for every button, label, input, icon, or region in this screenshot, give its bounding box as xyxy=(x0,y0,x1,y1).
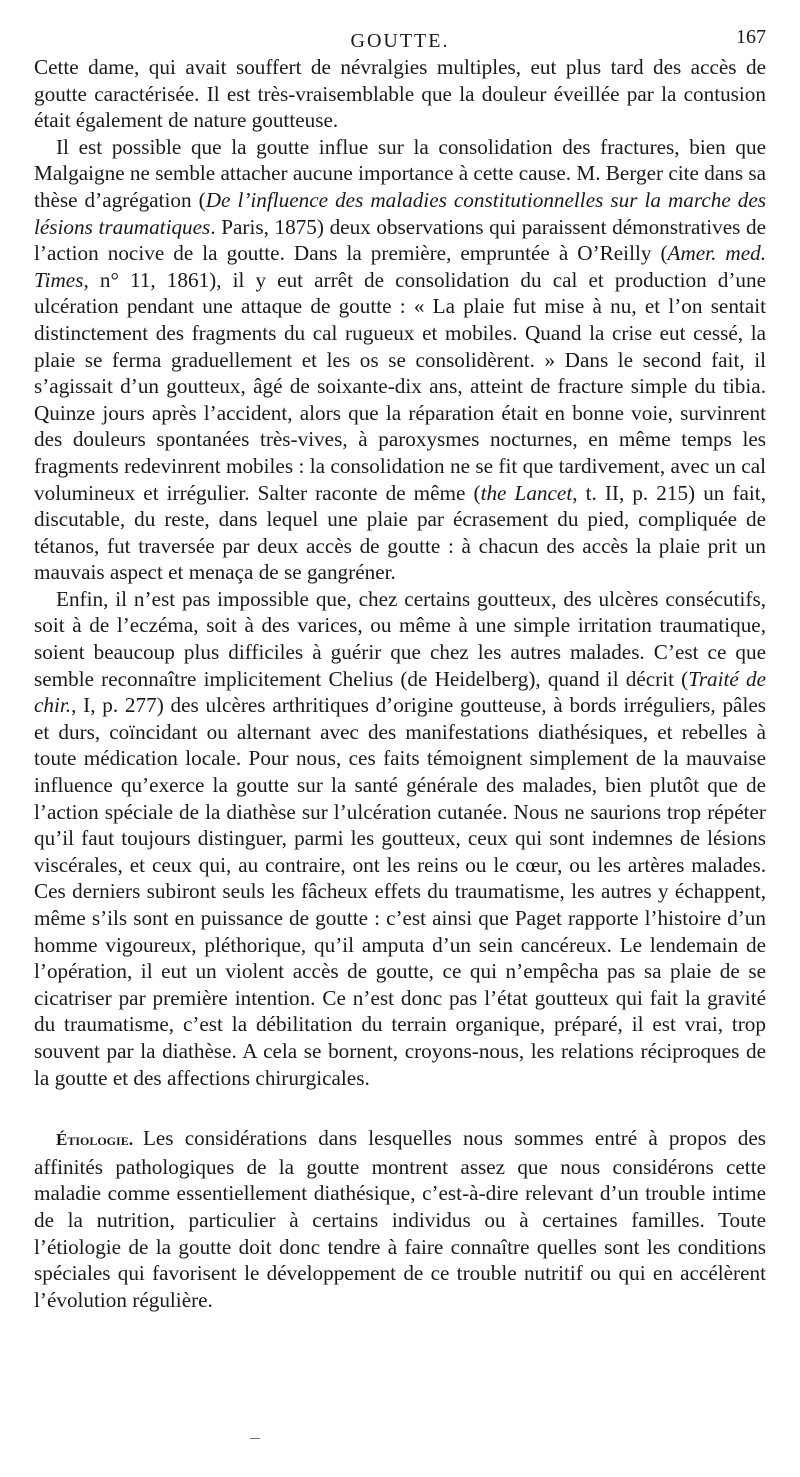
paragraph-2-text-a: Il est possible que la goutte influe sur la consolidation des fractures, bien que Malgaigne ne semble attacher aucune importance à cette cause. M. Berger cite dans sa thèse d’agrégation ( xyxy=(34,134,767,212)
paragraph-2-citation-thesis: De l’influence des maladies constitutionnelles sur la marche des lésions traumatiques xyxy=(34,187,767,239)
paragraph-2 xyxy=(34,134,766,586)
paragraph-2-citation-journal: Amer. med. Times xyxy=(34,241,766,292)
paragraph-3-citation-traite: Traité de chir. xyxy=(34,666,766,718)
etiology-paragraph xyxy=(34,1125,766,1313)
section-heading-etiologie: Étiologie. xyxy=(56,1130,133,1150)
section-gap xyxy=(34,1091,766,1125)
running-header xyxy=(34,24,766,54)
paragraph-3-text-b: , I, p. 277) des ulcères arthritiques d’origine goutteuse, à bords irréguliers, pâles et durs, coïncidant ou alternant avec des manifestations diathésiques, et rebelles à toute médication locale. Pour nous, ces faits témoignent simplement de la mauvaise influence qu’exerce la goutte sur la santé générale des malades, bien plutôt que de l’action spéciale de la diathèse sur l’ulcération cutanée. Nous ne saurions trop répéter qu’il faut toujours distinguer, parmi les goutteux, ceux qui sont indemnes de lésions viscérales, et ceux qui, au contraire, ont les reins ou le cœur, ou les artères malades. Ces derniers subiront seuls les fâcheux effets du traumatisme, les autres y échappent, même s’ils sont en puissance de goutte : c’est ainsi que Paget rapporte l’histoire d’un homme vigoureux, pléthorique, qu’il amputa d’un sein cancéreux. Le lendemain de l’opération, il eut un violent accès de goutte, ce qui n’empêcha pas sa plaie de se cicatriser par première intention. Ce n’est donc pas l’état goutteux qui fait la gravité du traumatisme, c’est la débilitation du terrain organique, préparé, il est vrai, trop souvent par la diathèse. A cela se bornent, croyons-nous, les relations réciproques de la goutte et des affections chirurgicales. xyxy=(34,693,766,1090)
paragraph-2-citation-lancet: the Lancet xyxy=(480,480,573,505)
paragraph-2-text-d: , t. II, p. 215) un fait, discutable, du reste, dans lequel une plaie par écrasement du pied, compliquée de tétanos, fut traversée par deux accès de goutte : à chacun des accès la plaie prit un mauvais aspect et menaça de se gangréner. xyxy=(34,480,766,585)
paragraph-2-text-c: , n° 11, 1861), il y eut arrêt de consolidation du cal et production d’une ulcération pendant une attaque de goutte : « La plaie fut mise à nu, et l’on sentait distinctement des fragments du cal rugueux et mobiles. Quand la crise eut cessé, la plaie se ferma graduellement et les os se consolidèrent. » Dans le second fait, il s’agissait d’un goutteux, âgé de soixante-dix ans, atteint de fracture simple du tibia. Quinze jours après l’accident, alors que la réparation était en bonne voie, survinrent des douleurs spontanées très-vives, à paroxysmes nocturnes, en même temps les fragments redevinrent mobiles : la consolidation ne se fit que tardivement, avec un cal volumineux et irrégulier. Salter raconte de même ( xyxy=(34,267,766,505)
paragraph-2-text-b: . Paris, 1875) deux observations qui paraissent démonstratives de l’action nocive de la goutte. Dans la première, empruntée à O’Reilly ( xyxy=(34,214,767,266)
page-number: 167 xyxy=(736,26,766,48)
body-text xyxy=(34,54,766,1313)
paragraph-3-text-a: Enfin, il n’est pas impossible que, chez certains goutteux, des ulcères consécutifs, soit à de l’eczéma, soit à des varices, ou même à une simple irritation traumatique, soient beaucoup plus difficiles à guérir que chez les autres malades. C’est ce que semble reconnaître implicitement Chelius (de Heidelberg), quand il décrit ( xyxy=(34,586,766,691)
paragraph-1: Cette dame, qui avait souffert de névralgies multiples, eut plus tard des accès de goutte caractérisée. Il est très-vraisemblable que la douleur éveillée par la contusion était également de nature goutteuse. xyxy=(34,55,766,133)
etiology-text: Les considérations dans lesquelles nous sommes entré à propos des affinités pathologiques de la goutte montrent assez que nous considérons cette maladie comme essentiellement diathésique, c’est-à-dire relevant d’un trouble intime de la nutrition, particulier à certains individus ou à certaines familles. Toute l’étiologie de la goutte doit donc tendre à faire connaître quelles sont les conditions spéciales qui favorisent le développement de ce trouble nutritif ou qui en accélèrent l’évolution régulière. xyxy=(34,1126,766,1312)
footer-mark xyxy=(250,1438,260,1439)
paragraph-3 xyxy=(34,586,766,1091)
running-title: GOUTTE. xyxy=(350,30,450,52)
